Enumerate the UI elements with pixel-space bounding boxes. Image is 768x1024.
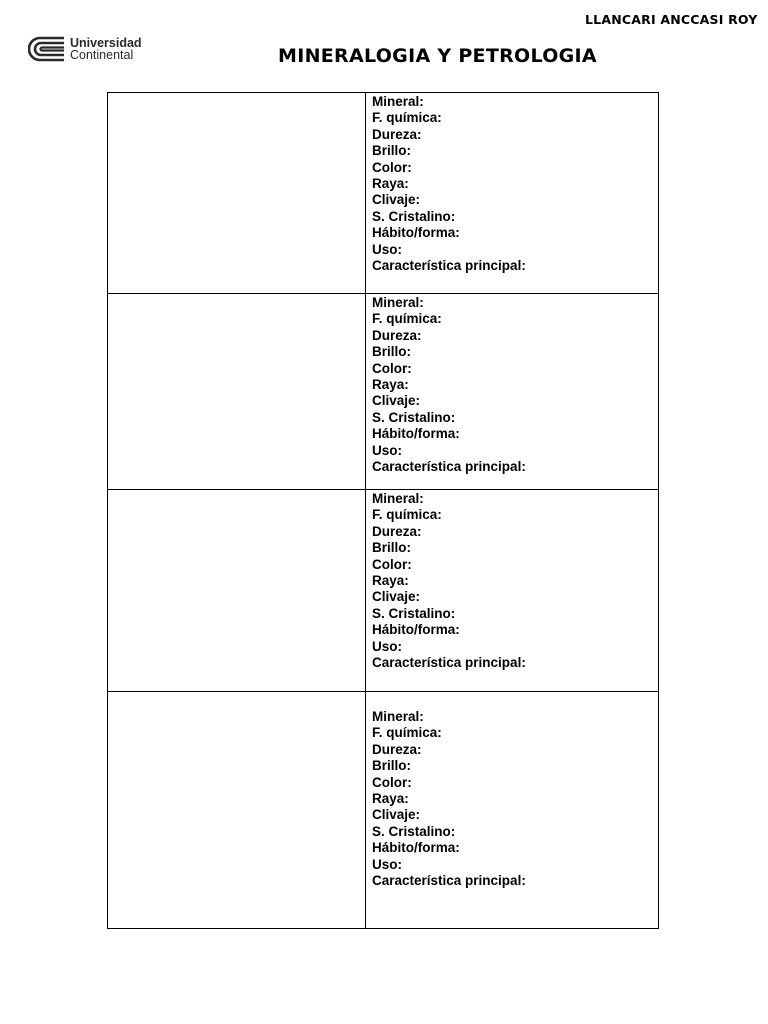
field-crystal-system: S. Cristalino: [372, 605, 456, 621]
field-use: Uso: [372, 856, 402, 872]
field-hardness: Dureza: [372, 126, 422, 142]
field-habit: Hábito/forma: [372, 622, 460, 638]
field-use: Uso: [372, 442, 402, 458]
mineral-fields-cell [366, 93, 658, 294]
mineral-fields-cell [366, 692, 658, 928]
field-crystal-system: S. Cristalino: [372, 823, 456, 839]
field-luster: Brillo: [372, 143, 411, 159]
mineral-fields-cell [366, 490, 658, 692]
field-use: Uso: [372, 638, 402, 654]
field-luster: Brillo: [372, 758, 411, 774]
field-cleavage: Clivaje: [372, 589, 421, 605]
field-hardness: Dureza: [372, 523, 422, 539]
field-main-feature: Característica principal: [372, 459, 526, 475]
field-streak: Raya: [372, 377, 409, 393]
field-color: Color: [372, 360, 412, 376]
author-name: LLANCARI ANCCASI ROY [585, 12, 758, 27]
field-hardness: Dureza: [372, 327, 422, 343]
field-streak: Raya: [372, 176, 409, 192]
field-color: Color: [372, 774, 412, 790]
field-main-feature: Característica principal: [372, 258, 526, 274]
field-habit: Hábito/forma: [372, 840, 460, 856]
sample-photo-cell [108, 490, 366, 692]
field-main-feature: Característica principal: [372, 655, 526, 671]
sample-photo-cell [108, 294, 366, 490]
mineral-record-table [107, 92, 659, 929]
field-cleavage: Clivaje: [372, 192, 421, 208]
sample-photo-cell [108, 692, 366, 928]
field-hardness: Dureza: [372, 741, 422, 757]
document-title: MINERALOGIA Y PETROLOGIA [278, 45, 597, 67]
field-mineral: Mineral: [372, 491, 424, 506]
field-formula: F. química: [372, 725, 442, 741]
field-streak: Raya: [372, 573, 409, 589]
mineral-fields-cell [366, 294, 658, 490]
field-mineral: Mineral: [372, 94, 424, 109]
field-formula: F. química: [372, 110, 442, 126]
universidad-continental-logo-icon [28, 36, 66, 62]
field-habit: Hábito/forma: [372, 225, 460, 241]
field-streak: Raya: [372, 791, 409, 807]
field-luster: Brillo: [372, 344, 411, 360]
field-color: Color: [372, 159, 412, 175]
field-cleavage: Clivaje: [372, 393, 421, 409]
field-main-feature: Característica principal: [372, 873, 526, 889]
logo-line-2: Continental [70, 48, 134, 62]
field-crystal-system: S. Cristalino: [372, 208, 456, 224]
field-color: Color: [372, 556, 412, 572]
field-mineral: Mineral: [372, 295, 424, 310]
university-logo [28, 36, 142, 62]
field-crystal-system: S. Cristalino: [372, 409, 456, 425]
field-formula: F. química: [372, 311, 442, 327]
field-luster: Brillo: [372, 540, 411, 556]
field-formula: F. química: [372, 507, 442, 523]
field-cleavage: Clivaje: [372, 807, 421, 823]
logo-line-1: Universidad [70, 36, 142, 50]
field-habit: Hábito/forma: [372, 426, 460, 442]
sample-photo-cell [108, 93, 366, 294]
field-mineral: Mineral: [372, 709, 424, 724]
field-use: Uso: [372, 241, 402, 257]
